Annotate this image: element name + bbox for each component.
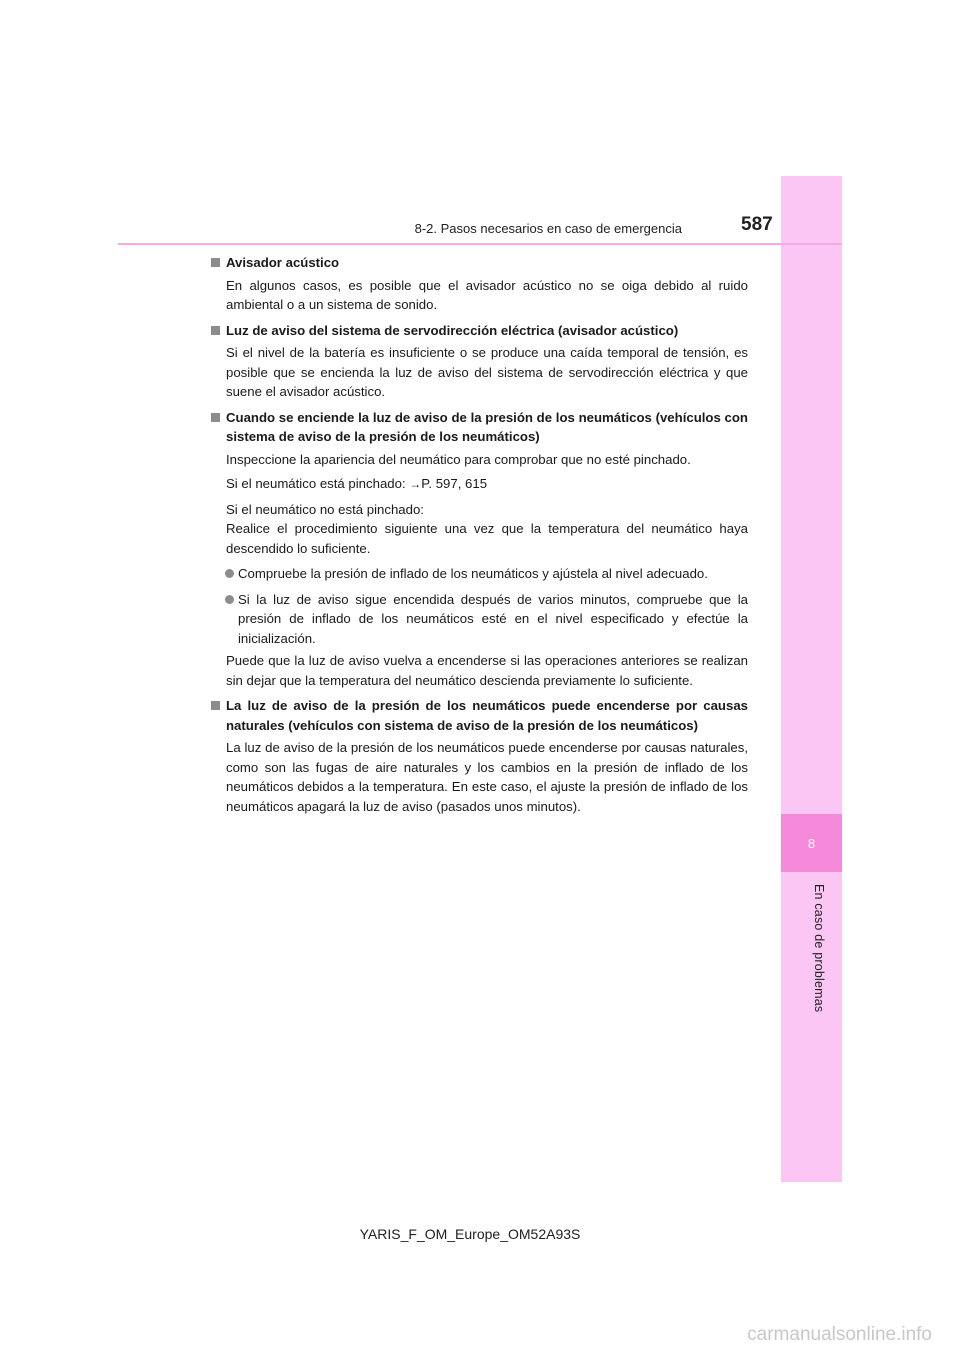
item-paragraph: Si el nivel de la batería es insuficiente o se produce una caída temporal de tensión, es posible que se encienda la luz de aviso del sistema de servodirección eléctrica y que suene el avisador acústico. (226, 345, 748, 399)
header-divider (118, 243, 842, 245)
square-bullet-icon (211, 326, 220, 335)
item-title (210, 408, 748, 447)
chapter-side-strip (781, 176, 842, 1182)
square-bullet-icon (211, 413, 220, 422)
page-content (210, 253, 748, 822)
chapter-label: En caso de problemas (812, 884, 826, 1013)
item-title (210, 321, 748, 341)
round-bullet-icon (225, 569, 234, 578)
page-reference-link[interactable]: P. 597, 615 (421, 476, 488, 491)
item-eps-warning (210, 321, 748, 402)
item-title-text: La luz de aviso de la presión de los neumáticos puede encenderse por causas naturales (vehículos con sistema de aviso de la presión de los neumáticos) (226, 698, 748, 733)
list-item-text: Si la luz de aviso sigue encendida después de varios minutos, compruebe que la presión de inflado de los neumáticos esté en el nivel especificado y efectúe la inicialización. (238, 591, 748, 646)
item-avisador-acustico (210, 253, 748, 315)
item-title (210, 696, 748, 735)
square-bullet-icon (211, 258, 220, 267)
item-natural-causes (210, 696, 748, 816)
item-paragraph (210, 500, 748, 559)
list-item (210, 590, 748, 649)
reference-prefix: Si el neumático está pinchado: (226, 476, 410, 491)
item-title-text: Luz de aviso del sistema de servodirección eléctrica (avisador acústico) (226, 322, 679, 338)
chapter-number-tab (781, 814, 842, 872)
chapter-number: 8 (807, 835, 816, 851)
list-item (210, 564, 748, 584)
section-title: 8-2. Pasos necesarios en caso de emergencia (414, 221, 682, 236)
item-title (210, 253, 748, 273)
item-paragraph: Inspeccione la apariencia del neumático para comprobar que no esté pinchado. (226, 451, 691, 467)
reference-arrow-icon: → (409, 477, 422, 491)
item-tire-pressure-warning (210, 408, 748, 691)
paragraph-line: Realice el procedimiento siguiente una vez que la temperatura del neumático haya descendido lo suficiente. (226, 521, 748, 556)
list-item-text: Compruebe la presión de inflado de los neumáticos y ajústela al nivel adecuado. (238, 566, 708, 581)
item-title-text: Avisador acústico (226, 255, 340, 270)
page-number: 587 (741, 214, 773, 235)
square-bullet-icon (211, 701, 220, 710)
item-paragraph: Puede que la luz de aviso vuelva a encenderse si las operaciones anteriores se realizan sin dejar que la temperatura del neumático descienda previamente lo suficiente. (226, 653, 748, 688)
paragraph-line: Si el neumático no está pinchado: (226, 501, 424, 517)
round-bullet-icon (225, 595, 234, 604)
watermark: carmanualsonline.info (747, 1324, 932, 1345)
item-paragraph: La luz de aviso de la presión de los neumáticos puede encenderse por causas naturales, como son las fugas de aire naturales y los cambios en la presión de inflado de los neumáticos debidos a la temperatura. En este caso, el ajuste la presión de inflado de los neumáticos apagará la luz de aviso (pasados unos minutos). (226, 740, 748, 814)
item-paragraph-reference (210, 474, 748, 495)
item-paragraph: En algunos casos, es posible que el avisador acústico no se oiga debido al ruido ambiental o a un sistema de sonido. (226, 277, 748, 312)
item-title-text: Cuando se enciende la luz de aviso de la presión de los neumáticos (vehículos con sistema de aviso de la presión de los neumáticos) (226, 409, 748, 444)
document-code-footer: YARIS_F_OM_Europe_OM52A93S (359, 1226, 581, 1242)
